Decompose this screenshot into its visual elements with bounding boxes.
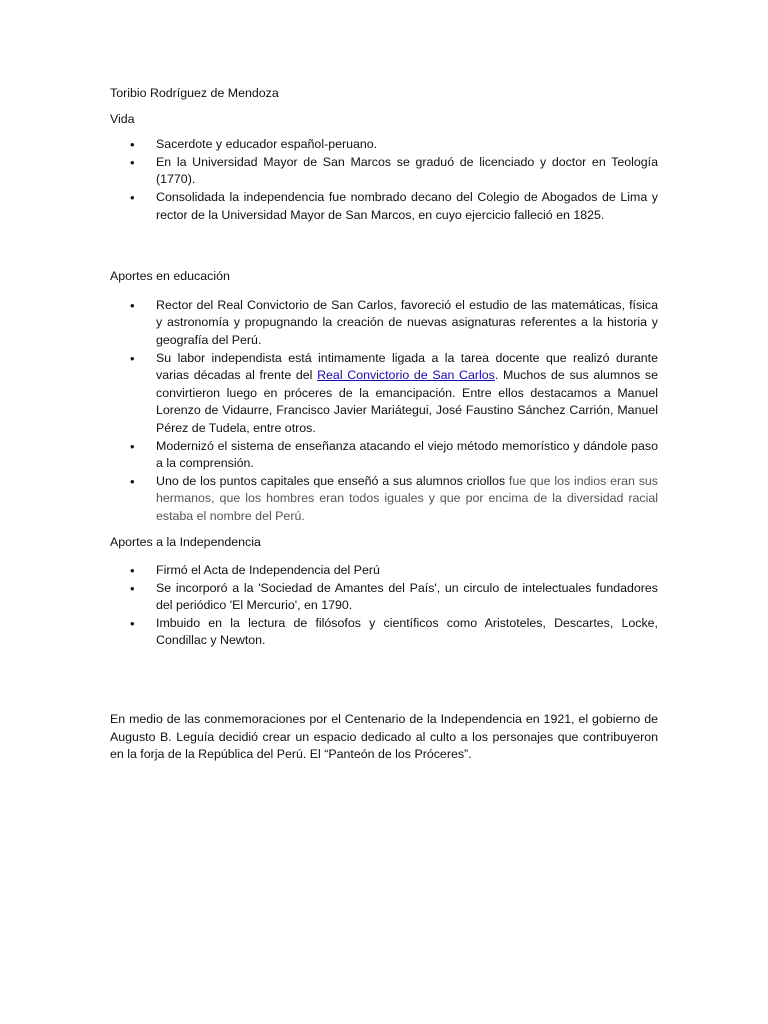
bullet-icon: • bbox=[130, 473, 135, 489]
independencia-list bbox=[110, 562, 658, 650]
real-convictorio-link[interactable]: Real Convictorio de San Carlos bbox=[317, 368, 495, 383]
list-item: • Modernizó el sistema de enseñanza atacando el viejo método memorístico y dándole paso a la comprensión. bbox=[130, 438, 658, 471]
list-item: • En la Universidad Mayor de San Marcos se graduó de licenciado y doctor en Teología (1770). bbox=[130, 154, 658, 187]
bullet-icon: • bbox=[130, 615, 135, 631]
bullet-icon: • bbox=[130, 137, 135, 153]
educacion-list bbox=[110, 297, 658, 526]
list-item: • Se incorporó a la 'Sociedad de Amantes del País', un circulo de intelectuales fundadores del periódico 'El Mercurio', en 1790. bbox=[130, 580, 658, 613]
list-item: • Imbuido en la lectura de filósofos y científicos como Aristoteles, Descartes, Locke, Condillac y Newton. bbox=[130, 615, 658, 648]
list-item: • Rector del Real Convictorio de San Carlos, favoreció el estudio de las matemáticas, física y astronomía y propugnando la creación de nuevas asignaturas referentes a la historia y geografía del Perú. bbox=[130, 297, 658, 347]
bullet-icon: • bbox=[130, 563, 135, 579]
bullet-icon: • bbox=[130, 297, 135, 313]
closing-paragraph: En medio de las conmemoraciones por el Centenario de la Independencia en 1921, el gobierno de Augusto B. Leguía decidió crear un espacio dedicado al culto a los personajes que contribuyeron en la forja de la República del Perú. El “Panteón de los Próceres”. bbox=[110, 712, 658, 762]
bullet-icon: • bbox=[130, 189, 135, 205]
bullet-icon: • bbox=[130, 350, 135, 366]
section-heading-independencia: Aportes a la Independencia bbox=[110, 535, 261, 550]
list-item: • Su labor independista está intimamente ligada a la tarea docente que realizó durante varias décadas al frente del Real Convictorio de San Carlos. Muchos de sus alumnos se convirtieron luego en próceres de la emancipación. Entre ellos destacamos a Manuel Lorenzo de Vidaurre, Francisco Javier Mariátegui, José Faustino Sánchez Carrión, Manuel Pérez de Tudela, entre otros. bbox=[130, 350, 658, 435]
list-item: • Consolidada la independencia fue nombrado decano del Colegio de Abogados de Lima y rector de la Universidad Mayor de San Marcos, en cuyo ejercicio falleció en 1825. bbox=[130, 189, 658, 222]
bullet-icon: • bbox=[130, 154, 135, 170]
section-heading-vida: Vida bbox=[110, 111, 135, 126]
section-heading-educacion: Aportes en educación bbox=[110, 269, 230, 284]
list-item: • Uno de los puntos capitales que enseñó a sus alumnos criollos fue que los indios eran sus hermanos, que los hombres eran todos iguales y que por encima de la diversidad racial estaba el nombre del Perú. bbox=[130, 473, 658, 523]
document-title: Toribio Rodríguez de Mendoza bbox=[110, 86, 279, 100]
bullet-icon: • bbox=[130, 580, 135, 596]
list-item: • Firmó el Acta de Independencia del Perú bbox=[130, 563, 380, 579]
list-item: • Sacerdote y educador español-peruano. bbox=[130, 137, 378, 153]
bullet-icon: • bbox=[130, 438, 135, 454]
vida-list bbox=[110, 136, 658, 224]
